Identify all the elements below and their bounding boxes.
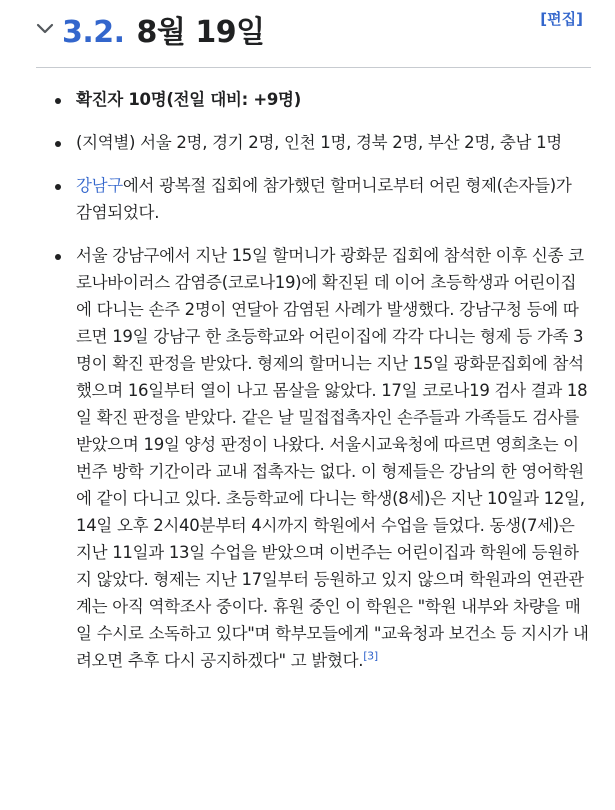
bullet-dot (55, 141, 61, 147)
bullet-list (30, 86, 590, 674)
list-item-gangnam (30, 172, 590, 226)
case-summary: 확진자 10명(전일 대비: +9명) (76, 90, 301, 109)
section-divider (36, 67, 591, 68)
section-header (36, 4, 591, 54)
regional-breakdown: (지역별) 서울 2명, 경기 2명, 인천 1명, 경북 2명, 부산 2명, 충남 1명 (76, 133, 562, 152)
chevron-down-icon[interactable] (36, 14, 62, 44)
section-title: 8월 19일 (136, 15, 265, 50)
bullet-dot (55, 184, 61, 190)
gangnam-text: 에서 광복절 집회에 참가했던 할머니로부터 어린 형제(손자들)가 감염되었다. (76, 176, 572, 222)
section-content (30, 86, 590, 690)
list-item-news (30, 242, 590, 674)
list-item-regional (30, 129, 590, 156)
edit-link[interactable]: [편집] (540, 10, 583, 28)
list-item-summary (30, 86, 590, 113)
reference-link[interactable]: [3] (363, 649, 378, 663)
section-number: 3.2. (62, 15, 125, 50)
reference-sup (363, 650, 378, 663)
bullet-dot (55, 98, 61, 104)
news-text: 서울 강남구에서 지난 15일 할머니가 광화문 집회에 참석한 이후 신종 코로나바이러스 감염증(코로나19)에 확진된 데 이어 초등학생과 어린이집에 다니는 손주 2명이 연달아 감염된 사례가 발생했다. 강남구청 등에 따르면 19일 강남구 한 초등학교와 어린이집에 각각 다니는 형제 등 가족 3명이 확진 판정을 받았다. 형제의 할머니는 지난 15일 광화문집회에 참석했으며 16일부터 열이 나고 몸살을 앓았다. 17일 코로나19 검사 결과 18일 확진 판정을 받았다. 같은 날 밀접접촉자인 손주들과 가족들도 검사를 받았으며 19일 양성 판정이 나왔다. 서울시교육청에 따르면 영희초는 이번주 방학 기간이라 교내 접촉자는 없다. 이 형제들은 강남의 한 영어학원에 같이 다니고 있다. 초등학교에 다니는 학생(8세)은 지난 10일과 12일, 14일 오후 2시40분부터 4시까지 학원에서 수업을 들었다. 동생(7세)은 지난 11일과 13일 수업을 받았으며 이번주는 어린이집과 학원에 등원하지 않았다. 형제는 지난 17일부터 등원하고 있지 않으며 학원과의 연관관계는 아직 역학조사 중이다. 휴원 중인 이 학원은 "학원 내부와 차량을 매일 수시로 소독하고 있다"며 학부모들에게 "교육청과 보건소 등 지시가 내려오면 추후 다시 공지하겠다" 고 밝혔다. (76, 246, 589, 670)
bullet-dot (55, 254, 61, 260)
gangnam-link[interactable]: 강남구 (76, 176, 123, 195)
section-heading (62, 7, 265, 51)
